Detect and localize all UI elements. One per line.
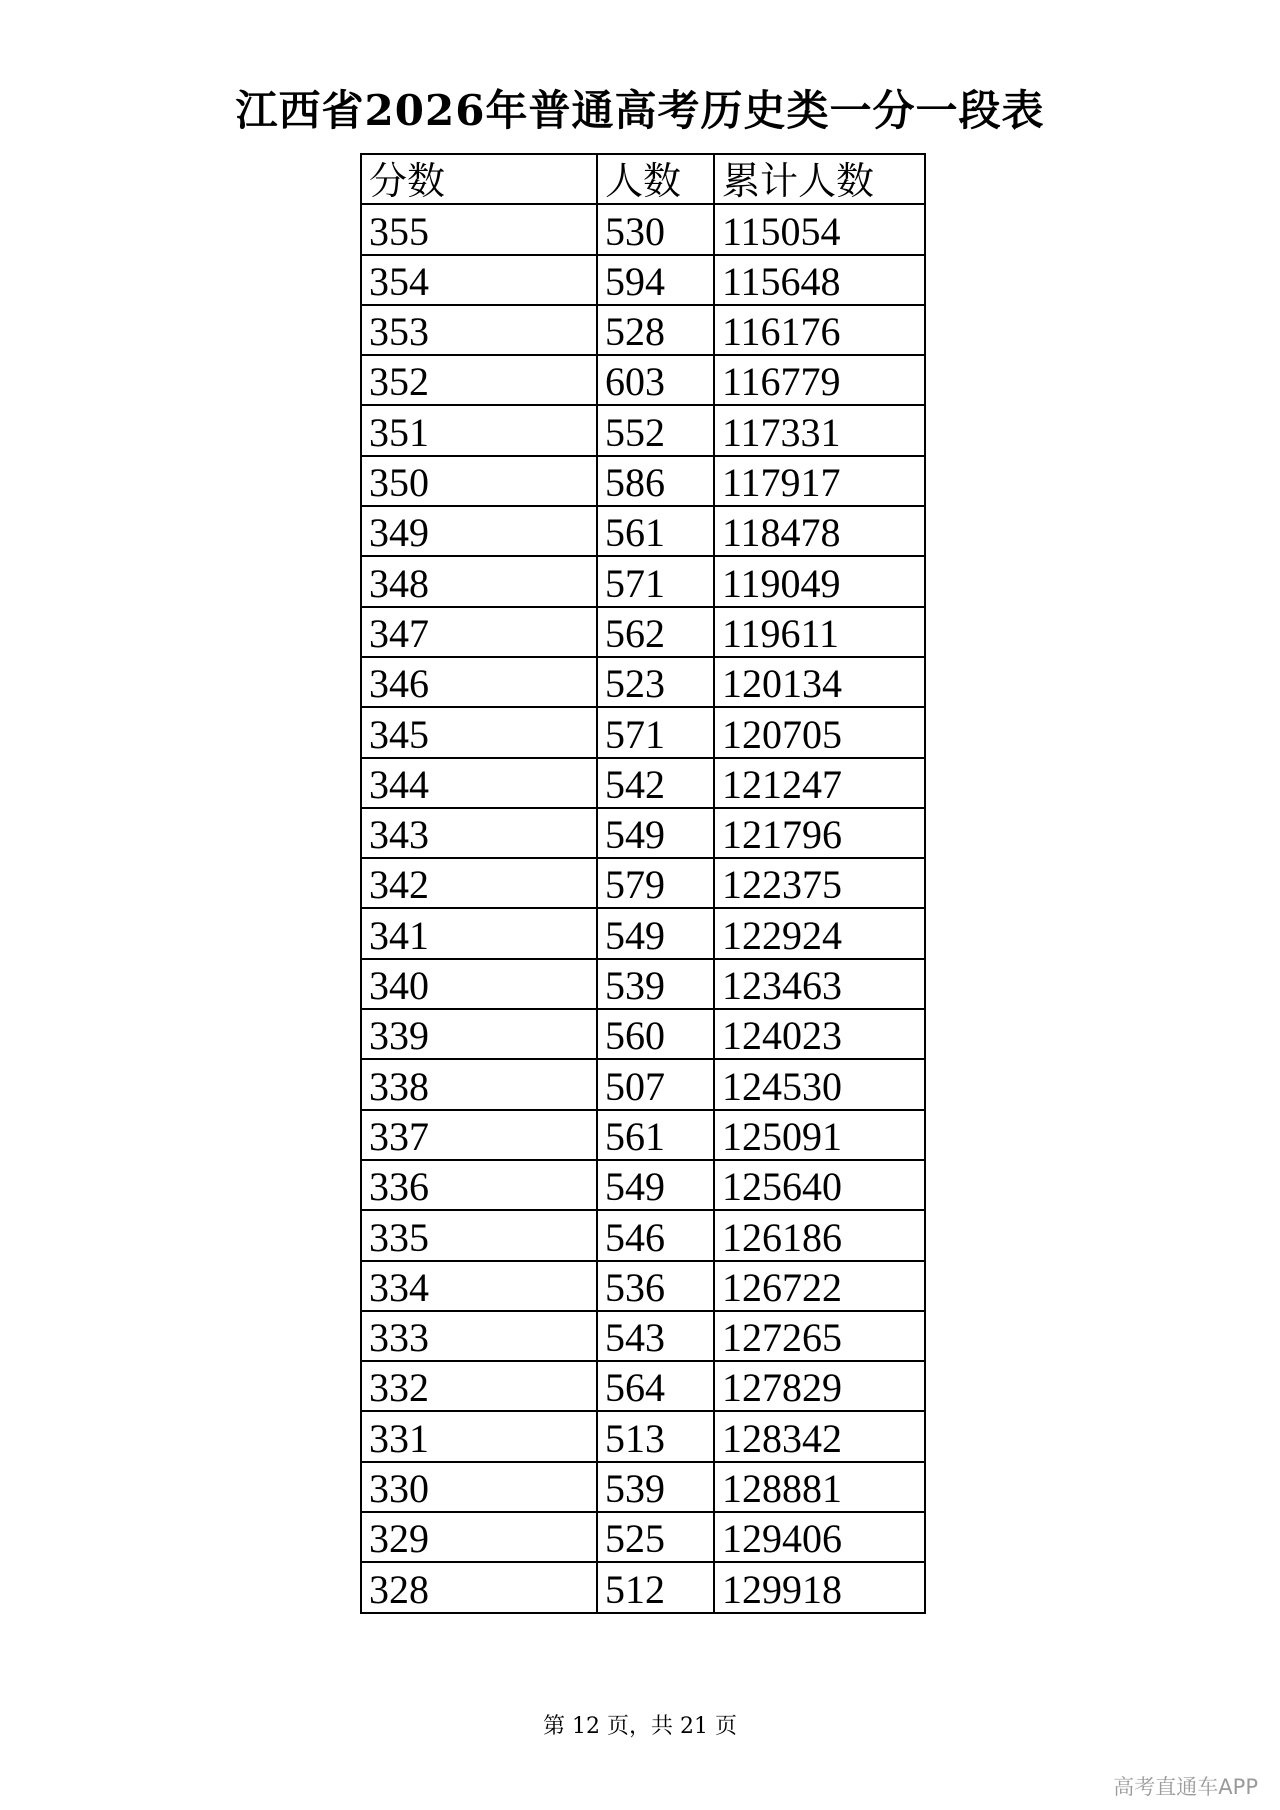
table-row bbox=[361, 1361, 925, 1411]
cell-count: 549 bbox=[597, 808, 714, 858]
cell-cumulative-count: 122375 bbox=[714, 858, 925, 908]
cell-score: 328 bbox=[361, 1562, 597, 1612]
cell-count: 594 bbox=[597, 255, 714, 305]
cell-score: 350 bbox=[361, 456, 597, 506]
cell-score: 345 bbox=[361, 707, 597, 757]
cell-score: 353 bbox=[361, 305, 597, 355]
cell-cumulative-count: 129406 bbox=[714, 1512, 925, 1562]
cell-cumulative-count: 119611 bbox=[714, 607, 925, 657]
cell-cumulative-count: 127829 bbox=[714, 1361, 925, 1411]
cell-count: 539 bbox=[597, 1462, 714, 1512]
page-title: 江西省2026年普通高考历史类一分一段表 bbox=[235, 86, 1045, 135]
cell-count: 528 bbox=[597, 305, 714, 355]
table-row bbox=[361, 858, 925, 908]
cell-cumulative-count: 125091 bbox=[714, 1110, 925, 1160]
cell-count: 552 bbox=[597, 405, 714, 455]
cell-score: 343 bbox=[361, 808, 597, 858]
page-footer: 第 12 页，共 21 页 bbox=[543, 1714, 737, 1739]
cell-count: 513 bbox=[597, 1411, 714, 1461]
cell-count: 603 bbox=[597, 355, 714, 405]
cell-score: 340 bbox=[361, 959, 597, 1009]
table-row bbox=[361, 1210, 925, 1260]
cell-cumulative-count: 117331 bbox=[714, 405, 925, 455]
table-row bbox=[361, 405, 925, 455]
cell-cumulative-count: 124023 bbox=[714, 1009, 925, 1059]
cell-cumulative-count: 116779 bbox=[714, 355, 925, 405]
cell-score: 331 bbox=[361, 1411, 597, 1461]
cell-cumulative-count: 115054 bbox=[714, 204, 925, 254]
cell-count: 579 bbox=[597, 858, 714, 908]
cell-cumulative-count: 118478 bbox=[714, 506, 925, 556]
table-row bbox=[361, 657, 925, 707]
cell-score: 334 bbox=[361, 1261, 597, 1311]
table-row bbox=[361, 1562, 925, 1612]
table-row bbox=[361, 1110, 925, 1160]
cell-cumulative-count: 124530 bbox=[714, 1059, 925, 1109]
cell-count: 539 bbox=[597, 959, 714, 1009]
cell-score: 344 bbox=[361, 758, 597, 808]
table-row bbox=[361, 758, 925, 808]
cell-cumulative-count: 126722 bbox=[714, 1261, 925, 1311]
cell-score: 346 bbox=[361, 657, 597, 707]
table-row bbox=[361, 355, 925, 405]
table-header bbox=[361, 154, 925, 204]
table-row bbox=[361, 255, 925, 305]
cell-count: 586 bbox=[597, 456, 714, 506]
cell-count: 512 bbox=[597, 1562, 714, 1612]
cell-cumulative-count: 123463 bbox=[714, 959, 925, 1009]
cell-score: 352 bbox=[361, 355, 597, 405]
cell-cumulative-count: 121796 bbox=[714, 808, 925, 858]
cell-count: 560 bbox=[597, 1009, 714, 1059]
cell-cumulative-count: 125640 bbox=[714, 1160, 925, 1210]
cell-score: 330 bbox=[361, 1462, 597, 1512]
table-row bbox=[361, 1059, 925, 1109]
cell-count: 564 bbox=[597, 1361, 714, 1411]
cell-score: 347 bbox=[361, 607, 597, 657]
cell-count: 562 bbox=[597, 607, 714, 657]
table-row bbox=[361, 1311, 925, 1361]
cell-cumulative-count: 128881 bbox=[714, 1462, 925, 1512]
cell-count: 571 bbox=[597, 556, 714, 606]
table-row bbox=[361, 1261, 925, 1311]
cell-score: 354 bbox=[361, 255, 597, 305]
table-row bbox=[361, 204, 925, 254]
cell-count: 549 bbox=[597, 1160, 714, 1210]
table-row bbox=[361, 607, 925, 657]
cell-score: 332 bbox=[361, 1361, 597, 1411]
table-row bbox=[361, 1160, 925, 1210]
cell-count: 549 bbox=[597, 908, 714, 958]
cell-score: 348 bbox=[361, 556, 597, 606]
cell-cumulative-count: 117917 bbox=[714, 456, 925, 506]
watermark: 高考直通车APP bbox=[1113, 1775, 1258, 1799]
cell-count: 523 bbox=[597, 657, 714, 707]
cell-cumulative-count: 122924 bbox=[714, 908, 925, 958]
cell-cumulative-count: 126186 bbox=[714, 1210, 925, 1260]
cell-count: 530 bbox=[597, 204, 714, 254]
cell-score: 339 bbox=[361, 1009, 597, 1059]
cell-cumulative-count: 129918 bbox=[714, 1562, 925, 1612]
cell-count: 525 bbox=[597, 1512, 714, 1562]
table-row bbox=[361, 305, 925, 355]
table-row bbox=[361, 808, 925, 858]
header-count: 人数 bbox=[597, 154, 714, 204]
table-row bbox=[361, 556, 925, 606]
score-distribution-table bbox=[360, 153, 926, 1614]
cell-count: 561 bbox=[597, 506, 714, 556]
table-row bbox=[361, 1512, 925, 1562]
table-row bbox=[361, 1462, 925, 1512]
cell-score: 341 bbox=[361, 908, 597, 958]
table-row bbox=[361, 959, 925, 1009]
table-header-row bbox=[361, 154, 925, 204]
cell-score: 349 bbox=[361, 506, 597, 556]
cell-score: 338 bbox=[361, 1059, 597, 1109]
cell-cumulative-count: 116176 bbox=[714, 305, 925, 355]
cell-score: 351 bbox=[361, 405, 597, 455]
cell-score: 337 bbox=[361, 1110, 597, 1160]
table-body bbox=[361, 204, 925, 1612]
cell-count: 543 bbox=[597, 1311, 714, 1361]
cell-score: 329 bbox=[361, 1512, 597, 1562]
cell-count: 561 bbox=[597, 1110, 714, 1160]
cell-cumulative-count: 120134 bbox=[714, 657, 925, 707]
table-row bbox=[361, 456, 925, 506]
cell-score: 336 bbox=[361, 1160, 597, 1210]
table-row bbox=[361, 506, 925, 556]
cell-cumulative-count: 120705 bbox=[714, 707, 925, 757]
cell-count: 542 bbox=[597, 758, 714, 808]
header-cumulative-count: 累计人数 bbox=[714, 154, 925, 204]
table-row bbox=[361, 1411, 925, 1461]
cell-cumulative-count: 121247 bbox=[714, 758, 925, 808]
header-score: 分数 bbox=[361, 154, 597, 204]
cell-score: 342 bbox=[361, 858, 597, 908]
cell-count: 546 bbox=[597, 1210, 714, 1260]
cell-cumulative-count: 128342 bbox=[714, 1411, 925, 1461]
cell-cumulative-count: 127265 bbox=[714, 1311, 925, 1361]
cell-score: 333 bbox=[361, 1311, 597, 1361]
table-row bbox=[361, 1009, 925, 1059]
cell-cumulative-count: 115648 bbox=[714, 255, 925, 305]
table-row bbox=[361, 707, 925, 757]
cell-score: 335 bbox=[361, 1210, 597, 1260]
cell-count: 507 bbox=[597, 1059, 714, 1109]
cell-count: 571 bbox=[597, 707, 714, 757]
table-row bbox=[361, 908, 925, 958]
cell-count: 536 bbox=[597, 1261, 714, 1311]
cell-cumulative-count: 119049 bbox=[714, 556, 925, 606]
cell-score: 355 bbox=[361, 204, 597, 254]
